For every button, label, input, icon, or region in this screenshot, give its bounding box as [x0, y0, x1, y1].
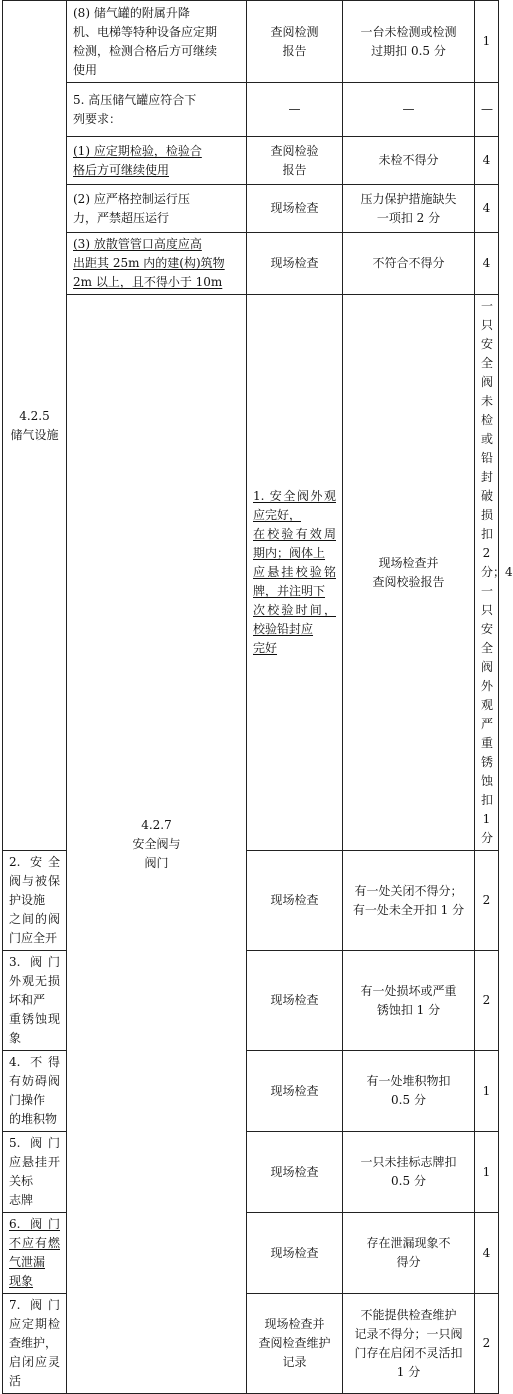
clause-name: 阀门: [144, 855, 169, 870]
method-cell: 现场检查: [247, 185, 343, 233]
table-row: 4.2.7 安全阀与 阀门 1. 安全阀外观应完好， 在校验有效周期内；阀体上 应悬挂校验铭牌，并注明下 次校验时间，校验铅封应 完好 现场检查并 查阅校验报告 一只安全阀未检或 铅封破损扣 2 分；一 只安全阀外观严重锈 蚀扣 1 分 4: [3, 295, 499, 851]
rule-cell: 压力保护措施缺失 一项扣 2 分: [343, 185, 475, 233]
inspection-table: [2, 0, 513, 1394]
clause-code: 4.2.7: [141, 817, 172, 832]
method-cell: 现场检查: [247, 1213, 343, 1294]
score-cell: 2: [475, 1294, 499, 1394]
requirement-cell: 5. 阀门应悬挂开关标 志牌: [3, 1132, 67, 1213]
score-cell: 1: [475, 1, 499, 83]
requirement-cell: 3. 阀门外观无损坏和严 重锈蚀现象: [3, 951, 67, 1051]
rule-cell: 一台未检测或检测 过期扣 0.5 分: [343, 1, 475, 83]
clause-cell: [67, 295, 247, 1394]
requirement-cell: 1. 安全阀外观应完好， 在校验有效周期内；阀体上 应悬挂校验铭牌，并注明下 次校验时间，校验铅封应 完好: [247, 295, 343, 851]
method-cell: 现场检查: [247, 951, 343, 1051]
method-cell: 现场检查: [247, 851, 343, 951]
rule-cell: 不能提供检查维护 记录不得分；一只阀 门存在启闭不灵活扣 1 分: [343, 1294, 475, 1394]
rule-cell: 未检不得分: [343, 137, 475, 185]
table-row: [3, 233, 499, 295]
rule-cell: —: [343, 83, 475, 137]
requirement-cell: 7. 阀门应定期检查维护， 启闭应灵活: [3, 1294, 67, 1394]
rule-cell: 有一处关闭不得分； 有一处未全开扣 1 分: [343, 851, 475, 951]
score-cell: 2: [475, 951, 499, 1051]
table-row: [3, 137, 499, 185]
requirement-cell: 6. 阀门不应有燃气泄漏 现象: [3, 1213, 67, 1294]
rule-cell: 不符合不得分: [343, 233, 475, 295]
rule-cell: 一只未挂标志牌扣 0.5 分: [343, 1132, 475, 1213]
score-cell: 4: [475, 233, 499, 295]
rule-cell: 一只安全阀未检或 铅封破损扣 2 分；一 只安全阀外观严重锈 蚀扣 1 分: [475, 295, 499, 851]
method-cell: 现场检查: [247, 1132, 343, 1213]
method-cell: 现场检查并 查阅校验报告: [343, 295, 475, 851]
requirement-cell: (2) 应严格控制运行压 力，严禁超压运行: [67, 185, 247, 233]
requirement-cell: 5. 高压储气罐应符合下 列要求：: [67, 83, 247, 137]
table-row: [3, 83, 499, 137]
clause-name: 储气设施: [10, 427, 59, 442]
rule-cell: 有一处损坏或严重 锈蚀扣 1 分: [343, 951, 475, 1051]
rule-cell: 存在泄漏现象不 得分: [343, 1213, 475, 1294]
method-cell: 现场检查并 查阅检查维护 记录: [247, 1294, 343, 1394]
requirement-cell: (3) 放散管管口高度应高 出距其 25m 内的建(构)筑物 2m 以上，且不得小于 10m: [67, 233, 247, 295]
clause-name: 安全阀与: [132, 836, 181, 851]
clause-cell: [3, 1, 67, 851]
requirement-cell: (8) 储气罐的附属升降 机、电梯等特种设备应定期 检测，检测合格后方可继续 使用: [67, 1, 247, 83]
requirement-cell: 4. 不得有妨碍阀门操作 的堆积物: [3, 1051, 67, 1132]
score-cell: 4: [475, 137, 499, 185]
method-cell: —: [247, 83, 343, 137]
method-cell: 查阅检测 报告: [247, 1, 343, 83]
method-cell: 现场检查: [247, 1051, 343, 1132]
score-cell: —: [475, 83, 499, 137]
method-cell: 查阅检验 报告: [247, 137, 343, 185]
requirement-cell: 2. 安全阀与被保护设施 之间的阀门应全开: [3, 851, 67, 951]
table-row: [3, 1, 499, 83]
method-cell: 现场检查: [247, 233, 343, 295]
score-cell: 4: [475, 185, 499, 233]
score-cell: 1: [475, 1132, 499, 1213]
requirement-cell: (1) 应定期检验，检验合 格后方可继续使用: [67, 137, 247, 185]
clause-code: 4.2.5: [19, 408, 50, 423]
score-cell: 1: [475, 1051, 499, 1132]
score-cell: 4: [475, 1213, 499, 1294]
score-cell: 2: [475, 851, 499, 951]
rule-cell: 有一处堆积物扣 0.5 分: [343, 1051, 475, 1132]
table-row: [3, 185, 499, 233]
